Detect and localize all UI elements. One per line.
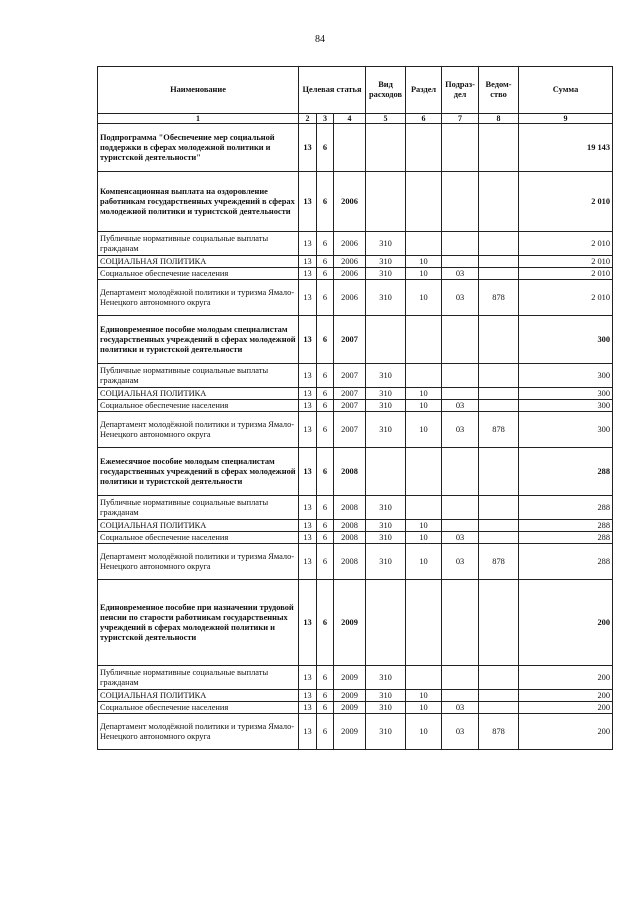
target-part-1: 13: [299, 544, 317, 580]
target-part-3: 2008: [334, 448, 366, 496]
table-row: [98, 388, 613, 400]
section: 10: [406, 256, 442, 268]
target-part-3: 2009: [334, 714, 366, 750]
expense-kind: [366, 448, 406, 496]
row-name: СОЦИАЛЬНАЯ ПОЛИТИКА: [98, 256, 299, 268]
table-row: [98, 256, 613, 268]
target-part-2: 6: [317, 532, 334, 544]
target-part-2: 6: [317, 666, 334, 690]
amount: 2 010: [519, 280, 613, 316]
row-name: Департамент молодёжной политики и туризма Ямало-Ненецкого автономного округа: [98, 714, 299, 750]
target-part-3: 2007: [334, 400, 366, 412]
section: 10: [406, 280, 442, 316]
target-part-3: 2009: [334, 702, 366, 714]
target-part-1: 13: [299, 124, 317, 172]
row-name: СОЦИАЛЬНАЯ ПОЛИТИКА: [98, 520, 299, 532]
amount: 288: [519, 544, 613, 580]
expense-kind: 310: [366, 280, 406, 316]
subsection: 03: [442, 702, 479, 714]
expense-kind: 310: [366, 400, 406, 412]
amount: 2 010: [519, 232, 613, 256]
target-part-2: 6: [317, 388, 334, 400]
table-row: [98, 496, 613, 520]
department-code: 878: [479, 412, 519, 448]
target-part-3: [334, 124, 366, 172]
target-part-1: 13: [299, 232, 317, 256]
department-code: 878: [479, 714, 519, 750]
target-part-2: 6: [317, 124, 334, 172]
target-part-3: 2007: [334, 316, 366, 364]
subsection: 03: [442, 544, 479, 580]
section: [406, 172, 442, 232]
amount: 2 010: [519, 256, 613, 268]
table-body: [98, 124, 613, 750]
column-number: 2: [299, 114, 317, 124]
target-part-2: 6: [317, 400, 334, 412]
subsection: 03: [442, 268, 479, 280]
row-name: Единовременное пособие молодым специалистам государственных учреждений в сферах молодежной политики и туристской деятельности: [98, 316, 299, 364]
section: [406, 316, 442, 364]
column-number: 7: [442, 114, 479, 124]
amount: 300: [519, 412, 613, 448]
row-name: Публичные нормативные социальные выплаты гражданам: [98, 232, 299, 256]
target-part-3: 2006: [334, 232, 366, 256]
department-code: [479, 268, 519, 280]
subsection: [442, 124, 479, 172]
section: 10: [406, 690, 442, 702]
row-name: Компенсационная выплата на оздоровление работникам государственных учреждений в сферах молодежной политики и туристской деятельности: [98, 172, 299, 232]
table-row: [98, 666, 613, 690]
department-code: [479, 532, 519, 544]
subsection: 03: [442, 412, 479, 448]
header-row: [98, 67, 613, 114]
target-part-3: 2006: [334, 172, 366, 232]
section: 10: [406, 412, 442, 448]
table-row: [98, 280, 613, 316]
row-name: СОЦИАЛЬНАЯ ПОЛИТИКА: [98, 388, 299, 400]
subsection: [442, 256, 479, 268]
column-number: 6: [406, 114, 442, 124]
amount: 288: [519, 520, 613, 532]
amount: 300: [519, 400, 613, 412]
section: [406, 448, 442, 496]
department-code: [479, 690, 519, 702]
target-part-1: 13: [299, 412, 317, 448]
subsection: 03: [442, 400, 479, 412]
subsection: [442, 666, 479, 690]
expense-kind: [366, 172, 406, 232]
expense-kind: 310: [366, 702, 406, 714]
target-part-1: 13: [299, 532, 317, 544]
expense-kind: 310: [366, 532, 406, 544]
target-part-3: 2006: [334, 280, 366, 316]
department-code: [479, 232, 519, 256]
expense-kind: [366, 580, 406, 666]
section: 10: [406, 532, 442, 544]
amount: 200: [519, 714, 613, 750]
subsection: [442, 364, 479, 388]
amount: 300: [519, 388, 613, 400]
target-part-1: 13: [299, 280, 317, 316]
table-row: [98, 268, 613, 280]
column-number-row: [98, 114, 613, 124]
row-name: Социальное обеспечение населения: [98, 702, 299, 714]
expense-kind: 310: [366, 388, 406, 400]
department-code: [479, 388, 519, 400]
expense-kind: 310: [366, 666, 406, 690]
target-part-1: 13: [299, 520, 317, 532]
header-name: Наименование: [98, 67, 299, 114]
expense-kind: 310: [366, 520, 406, 532]
subsection: [442, 496, 479, 520]
department-code: [479, 448, 519, 496]
target-part-1: 13: [299, 400, 317, 412]
target-part-1: 13: [299, 316, 317, 364]
target-part-3: 2009: [334, 580, 366, 666]
target-part-2: 6: [317, 702, 334, 714]
table-row: [98, 448, 613, 496]
target-part-2: 6: [317, 268, 334, 280]
target-part-2: 6: [317, 544, 334, 580]
expense-kind: [366, 316, 406, 364]
expense-kind: 310: [366, 496, 406, 520]
target-part-3: 2008: [334, 520, 366, 532]
target-part-1: 13: [299, 666, 317, 690]
expense-kind: 310: [366, 714, 406, 750]
target-part-2: 6: [317, 714, 334, 750]
table-row: [98, 702, 613, 714]
target-part-3: 2009: [334, 666, 366, 690]
section: 10: [406, 268, 442, 280]
table-row: [98, 232, 613, 256]
target-part-2: 6: [317, 256, 334, 268]
expense-kind: 310: [366, 232, 406, 256]
section: [406, 232, 442, 256]
column-number: 4: [334, 114, 366, 124]
target-part-3: 2008: [334, 532, 366, 544]
header-department: Ведом-ство: [479, 67, 519, 114]
department-code: [479, 124, 519, 172]
header-subsection: Подраз-дел: [442, 67, 479, 114]
table-row: [98, 316, 613, 364]
row-name: Публичные нормативные социальные выплаты гражданам: [98, 666, 299, 690]
target-part-2: 6: [317, 316, 334, 364]
department-code: [479, 400, 519, 412]
row-name: Департамент молодёжной политики и туризма Ямало-Ненецкого автономного округа: [98, 412, 299, 448]
subsection: [442, 388, 479, 400]
subsection: 03: [442, 280, 479, 316]
department-code: [479, 496, 519, 520]
section: [406, 496, 442, 520]
expense-kind: 310: [366, 690, 406, 702]
header-target-article: Целевая статья: [299, 67, 366, 114]
section: 10: [406, 702, 442, 714]
amount: 200: [519, 580, 613, 666]
target-part-3: 2006: [334, 268, 366, 280]
row-name: Департамент молодёжной политики и туризма Ямало-Ненецкого автономного округа: [98, 544, 299, 580]
row-name: Единовременное пособие при назначении трудовой пенсии по старости работникам государственных учреждений в сферах молодежной политики и туристской деятельности: [98, 580, 299, 666]
expense-kind: 310: [366, 268, 406, 280]
department-code: [479, 256, 519, 268]
budget-table: [97, 66, 613, 750]
expense-kind: [366, 124, 406, 172]
target-part-1: 13: [299, 268, 317, 280]
table-row: [98, 532, 613, 544]
subsection: [442, 172, 479, 232]
target-part-2: 6: [317, 232, 334, 256]
amount: 2 010: [519, 268, 613, 280]
target-part-3: 2009: [334, 690, 366, 702]
target-part-3: 2007: [334, 412, 366, 448]
header-sum: Сумма: [519, 67, 613, 114]
subsection: [442, 448, 479, 496]
section: [406, 666, 442, 690]
column-number: 5: [366, 114, 406, 124]
target-part-3: 2006: [334, 256, 366, 268]
table-row: [98, 580, 613, 666]
target-part-2: 6: [317, 448, 334, 496]
target-part-3: 2008: [334, 544, 366, 580]
department-code: 878: [479, 280, 519, 316]
department-code: [479, 702, 519, 714]
amount: 288: [519, 448, 613, 496]
page-number: 84: [315, 34, 325, 45]
amount: 300: [519, 364, 613, 388]
department-code: [479, 666, 519, 690]
amount: 2 010: [519, 172, 613, 232]
amount: 19 143: [519, 124, 613, 172]
subsection: [442, 232, 479, 256]
column-number: 3: [317, 114, 334, 124]
column-number: 9: [519, 114, 613, 124]
column-number: 1: [98, 114, 299, 124]
subsection: [442, 520, 479, 532]
target-part-2: 6: [317, 496, 334, 520]
row-name: СОЦИАЛЬНАЯ ПОЛИТИКА: [98, 690, 299, 702]
row-name: Департамент молодёжной политики и туризма Ямало-Ненецкого автономного округа: [98, 280, 299, 316]
table-row: [98, 124, 613, 172]
amount: 200: [519, 666, 613, 690]
department-code: [479, 580, 519, 666]
target-part-2: 6: [317, 364, 334, 388]
target-part-1: 13: [299, 714, 317, 750]
target-part-1: 13: [299, 580, 317, 666]
row-name: Социальное обеспечение населения: [98, 268, 299, 280]
subsection: [442, 316, 479, 364]
row-name: Социальное обеспечение населения: [98, 400, 299, 412]
subsection: [442, 690, 479, 702]
subsection: 03: [442, 532, 479, 544]
amount: 288: [519, 496, 613, 520]
section: 10: [406, 544, 442, 580]
header-section: Раздел: [406, 67, 442, 114]
target-part-2: 6: [317, 580, 334, 666]
row-name: Подпрограмма "Обеспечение мер социальной поддержки в сферах молодежной политики и туристской деятельности": [98, 124, 299, 172]
target-part-2: 6: [317, 690, 334, 702]
table-row: [98, 172, 613, 232]
amount: 300: [519, 316, 613, 364]
table-row: [98, 520, 613, 532]
expense-kind: 310: [366, 412, 406, 448]
target-part-1: 13: [299, 448, 317, 496]
row-name: Социальное обеспечение населения: [98, 532, 299, 544]
row-name: Публичные нормативные социальные выплаты гражданам: [98, 496, 299, 520]
row-name: Публичные нормативные социальные выплаты гражданам: [98, 364, 299, 388]
amount: 288: [519, 532, 613, 544]
amount: 200: [519, 690, 613, 702]
target-part-1: 13: [299, 690, 317, 702]
table-row: [98, 412, 613, 448]
row-name: Ежемесячное пособие молодым специалистам государственных учреждений в сферах молодежной политики и туристской деятельности: [98, 448, 299, 496]
target-part-2: 6: [317, 520, 334, 532]
target-part-2: 6: [317, 412, 334, 448]
table-row: [98, 364, 613, 388]
target-part-1: 13: [299, 172, 317, 232]
subsection: 03: [442, 714, 479, 750]
amount: 200: [519, 702, 613, 714]
table-row: [98, 714, 613, 750]
target-part-1: 13: [299, 364, 317, 388]
target-part-2: 6: [317, 280, 334, 316]
section: 10: [406, 520, 442, 532]
expense-kind: 310: [366, 364, 406, 388]
expense-kind: 310: [366, 256, 406, 268]
section: [406, 364, 442, 388]
table-row: [98, 544, 613, 580]
section: [406, 124, 442, 172]
target-part-2: 6: [317, 172, 334, 232]
table-row: [98, 400, 613, 412]
expense-kind: 310: [366, 544, 406, 580]
subsection: [442, 580, 479, 666]
department-code: [479, 316, 519, 364]
target-part-1: 13: [299, 256, 317, 268]
target-part-3: 2007: [334, 364, 366, 388]
target-part-1: 13: [299, 496, 317, 520]
department-code: [479, 520, 519, 532]
section: [406, 580, 442, 666]
target-part-1: 13: [299, 388, 317, 400]
header-expense-kind: Вид расходов: [366, 67, 406, 114]
section: 10: [406, 388, 442, 400]
target-part-3: 2008: [334, 496, 366, 520]
target-part-3: 2007: [334, 388, 366, 400]
table-row: [98, 690, 613, 702]
section: 10: [406, 714, 442, 750]
department-code: [479, 172, 519, 232]
department-code: [479, 364, 519, 388]
target-part-1: 13: [299, 702, 317, 714]
column-number: 8: [479, 114, 519, 124]
section: 10: [406, 400, 442, 412]
department-code: 878: [479, 544, 519, 580]
